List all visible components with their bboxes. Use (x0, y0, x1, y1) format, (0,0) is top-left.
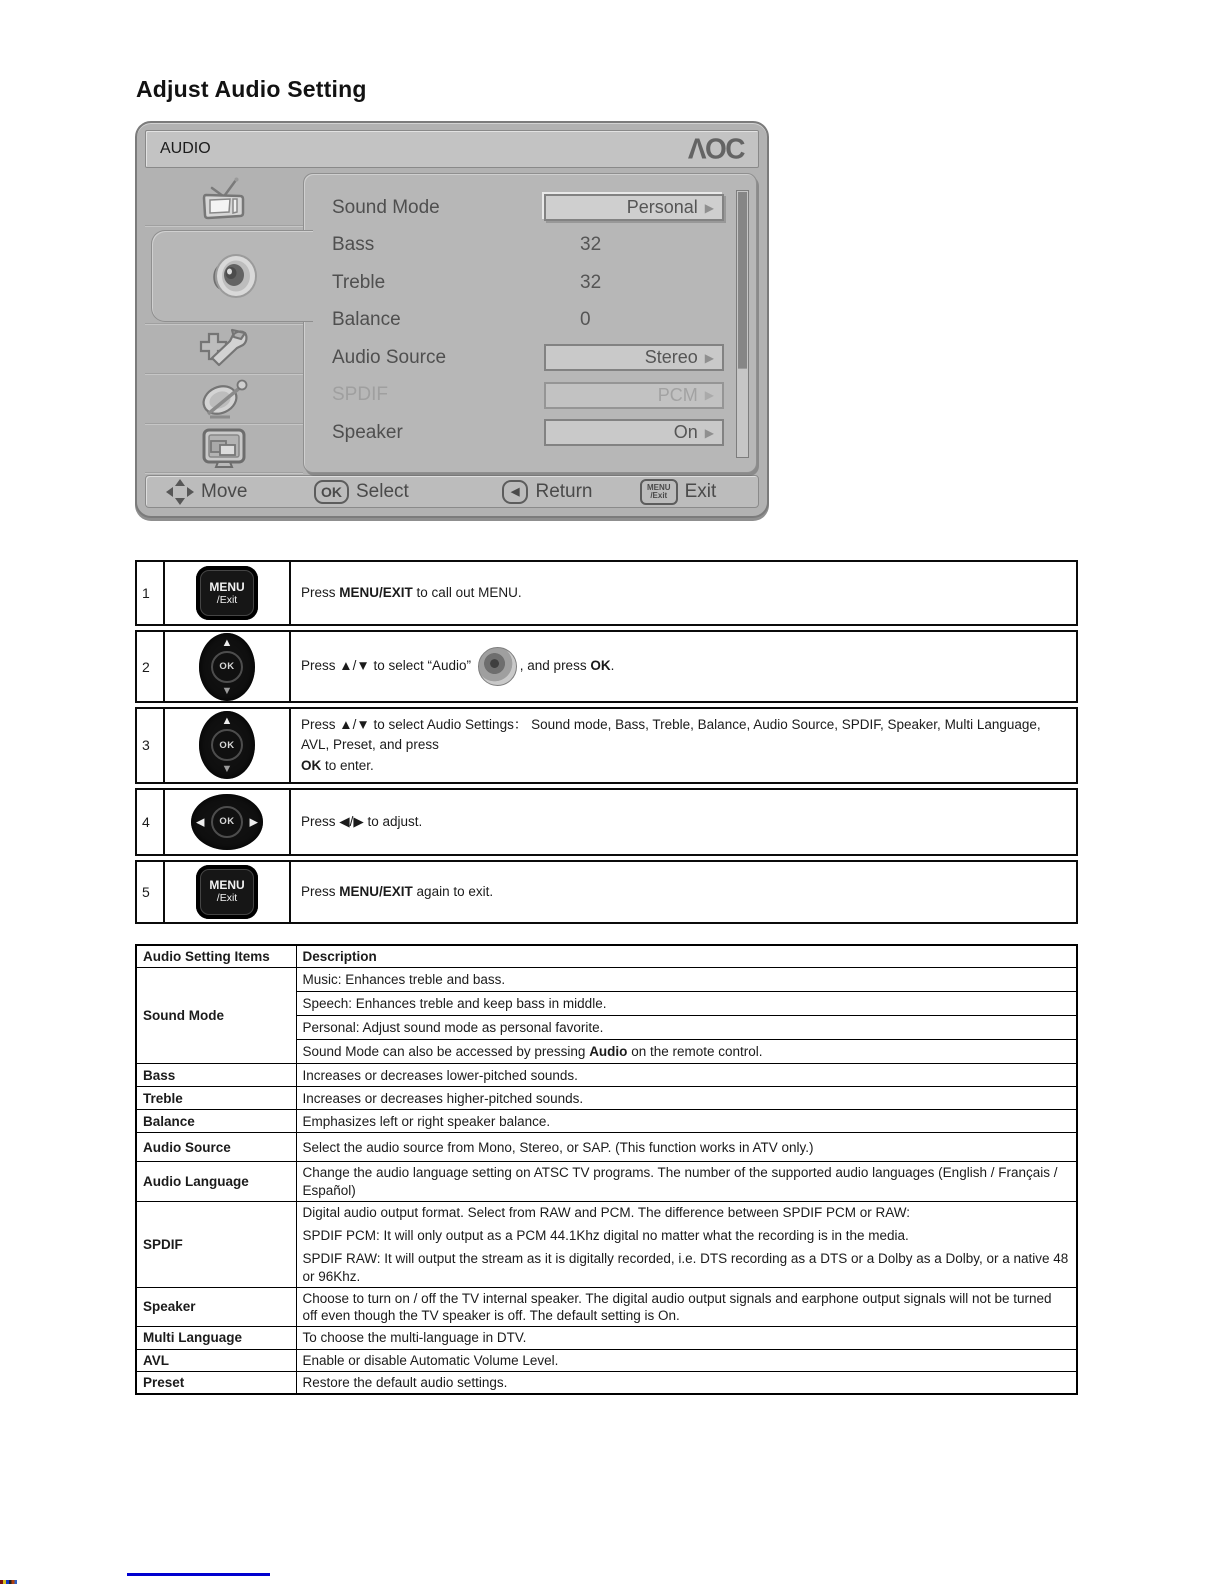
setting-description (296, 1162, 1077, 1202)
description-paragraph (303, 1352, 1071, 1369)
osd-row-label: Bass (332, 234, 375, 256)
setting-description (296, 1016, 1077, 1040)
setting-description (296, 1201, 1077, 1287)
tv-icon (196, 173, 252, 223)
setting-description (296, 1087, 1077, 1110)
step-number: 4 (137, 790, 165, 854)
text-segment: Press (301, 584, 340, 600)
step-description (291, 862, 1076, 922)
osd-content-panel (303, 173, 757, 473)
description-paragraph (303, 1019, 1071, 1036)
step-button-cell (165, 562, 291, 624)
speaker-inline-icon (478, 647, 517, 686)
text-segment: To choose the multi-language in DTV. (302, 1330, 527, 1346)
osd-row-value: 32 (580, 271, 602, 293)
step-row (135, 860, 1078, 924)
settings-header-description: Description (296, 945, 1077, 968)
footer-hint-return (502, 476, 593, 507)
setting-item: SPDIF (136, 1201, 296, 1287)
tri-left-icon (166, 487, 173, 497)
aoc-logo: ΛOC (687, 132, 744, 165)
step-description (291, 790, 1076, 854)
settings-header-items: Audio Setting Items (136, 945, 296, 968)
right-arrow-icon: ▶ (704, 425, 714, 440)
move-pad-icon (166, 479, 194, 505)
osd-tab-speaker (151, 230, 313, 322)
tools-icon (196, 324, 252, 374)
text-segment: OK (301, 757, 322, 773)
step-description (291, 632, 1076, 701)
setting-item: Audio Source (136, 1133, 296, 1162)
text-segment: Press ▲/▼ to select Audio Settings： Sound mode, Bass, Treble, Balance, Audio Source, SPDIF, Speaker, Multi Language, AVL, Preset, and press (301, 717, 1044, 753)
description-paragraph (303, 1067, 1071, 1084)
description-paragraph (303, 995, 1071, 1012)
osd-tab-tools (145, 325, 303, 373)
osd-tab-tv (145, 173, 303, 223)
text-segment: Restore the default audio settings. (302, 1374, 508, 1390)
step-button-cell (165, 632, 291, 701)
setting-description (296, 1133, 1077, 1162)
text-segment: Music: Enhances treble and bass. (302, 972, 506, 988)
osd-rows (304, 189, 730, 452)
right-arrow-icon: ▶ (704, 200, 714, 215)
setting-item: AVL (136, 1349, 296, 1371)
osd-menu (135, 121, 769, 518)
osd-row (304, 302, 730, 340)
text-segment: MENU/EXIT (339, 883, 413, 899)
osd-row (304, 377, 730, 415)
text-segment: on the remote control. (627, 1044, 763, 1060)
footer-hint-move (166, 476, 247, 507)
setting-description (296, 1349, 1077, 1371)
osd-row (304, 189, 730, 227)
text-segment: OK (590, 658, 611, 674)
setting-item: Speaker (136, 1287, 296, 1327)
speaker-icon (204, 247, 262, 305)
step-button-cell (165, 709, 291, 782)
tri-up-icon (175, 479, 185, 486)
description-paragraph (303, 1090, 1071, 1107)
footer-hint-label: Move (201, 480, 248, 502)
description-paragraph (303, 1164, 1071, 1199)
ok-label: OK (211, 729, 243, 761)
tri-right-icon (187, 487, 194, 497)
step-number: 1 (137, 562, 165, 624)
step-number: 5 (137, 862, 165, 922)
ok-leftright-button-icon (191, 794, 263, 850)
text-segment: . (610, 658, 615, 674)
sidebar-divider (145, 225, 303, 227)
hyperlink-underline (127, 1573, 270, 1576)
menu-exit-button-icon (196, 865, 258, 919)
osd-row-label: Balance (332, 309, 401, 331)
text-segment: Audio (589, 1044, 628, 1060)
text-segment: again to exit. (412, 883, 494, 899)
up-arrow-icon: ▲ (221, 636, 233, 649)
setting-item: Audio Language (136, 1162, 296, 1202)
setting-item: Preset (136, 1371, 296, 1394)
description-paragraph (303, 971, 1071, 988)
step-number: 2 (137, 632, 165, 701)
tri-down-icon (175, 498, 185, 505)
step-row (135, 630, 1078, 703)
text-segment: Sound Mode can also be accessed by pressing (302, 1044, 590, 1060)
ok-updown-button-icon (199, 633, 255, 701)
description-paragraph (303, 1113, 1071, 1130)
osd-row-label: Treble (332, 271, 386, 293)
step-button-cell (165, 862, 291, 922)
step-row (135, 707, 1078, 784)
right-arrow-icon: ▶ (704, 350, 714, 365)
footer-hint-exit (640, 476, 716, 507)
setting-description (296, 1371, 1077, 1394)
text-segment: , and press (519, 658, 591, 674)
text-segment: Choose to turn on / off the TV internal speaker. The digital audio output signals and earphone output signals will not be turned off even though the TV speaker is off. The default setting is On. (302, 1290, 1052, 1324)
text-segment: to enter. (321, 757, 374, 773)
osd-row-value: 32 (580, 234, 602, 256)
down-arrow-icon: ▼ (221, 684, 233, 697)
osd-row-value: Stereo (644, 347, 698, 368)
description-paragraph (303, 1204, 1071, 1221)
footer-hint-select (314, 476, 409, 507)
osd-sidebar (145, 173, 303, 473)
osd-tab-display (145, 425, 303, 473)
footer-hint-label: Select (356, 480, 409, 502)
footer-hint-label: Exit (684, 480, 717, 502)
right-arrow-icon: ▶ (704, 388, 714, 403)
display-icon (196, 424, 252, 474)
osd-row-value-box (544, 344, 724, 371)
text-segment: Emphasizes left or right speaker balance. (302, 1113, 551, 1129)
setting-item: Balance (136, 1110, 296, 1133)
setting-item: Multi Language (136, 1327, 296, 1349)
description-paragraph (303, 1139, 1071, 1156)
osd-tab-satellite (145, 375, 303, 423)
left-arrow-icon: ◀ (196, 816, 205, 829)
osd-row-value-box (544, 419, 724, 446)
text-segment: to call out MENU. (412, 584, 522, 600)
menu-exit-key-icon (640, 479, 678, 505)
setting-description (296, 1040, 1077, 1064)
right-arrow-icon: ▶ (249, 816, 258, 829)
text-segment: Change the audio language setting on ATSC TV programs. The number of the supported audio languages (English / Français / Español) (302, 1165, 1058, 1198)
page-title: Adjust Audio Setting (136, 76, 367, 102)
step-description (291, 562, 1076, 624)
setting-description (296, 968, 1077, 992)
description-paragraph (303, 1290, 1071, 1325)
text-segment: MENU/EXIT (339, 584, 413, 600)
satellite-icon (196, 374, 252, 424)
osd-row-value: On (673, 422, 698, 443)
scan-artifact (0, 1580, 17, 1584)
step-row (135, 788, 1078, 856)
ok-updown-button-icon (199, 711, 255, 779)
osd-row-label: SPDIF (332, 384, 388, 406)
setting-item: Treble (136, 1087, 296, 1110)
menu-button-label: /Exit (216, 593, 238, 606)
osd-row (304, 264, 730, 302)
back-key-icon: ◀ (502, 480, 528, 504)
text-segment: SPDIF RAW: It will output the stream as it is digitally recorded, i.e. DTS recording as a DTS or a Dolby as a Dolby, or a native 48 or 96Khz. (302, 1251, 1069, 1284)
step-number: 3 (137, 709, 165, 782)
text-segment: Speech: Enhances treble and keep bass in middle. (302, 996, 607, 1012)
osd-row-label: Audio Source (332, 346, 447, 368)
text-segment: Increases or decreases higher-pitched sounds. (302, 1090, 584, 1106)
osd-row-value: PCM (657, 384, 698, 405)
osd-scrollbar (736, 190, 749, 458)
osd-row (304, 339, 730, 377)
setting-item: Bass (136, 1064, 296, 1087)
text-segment: Press ▲/▼ to select “Audio” (301, 658, 475, 674)
description-paragraph (303, 1043, 1071, 1060)
steps-table (135, 560, 1078, 924)
setting-description (296, 992, 1077, 1016)
ok-label: OK (211, 806, 243, 838)
osd-row (304, 227, 730, 265)
ok-key-icon: OK (314, 480, 349, 504)
menu-button-label: MENU (209, 878, 245, 893)
text-segment: Increases or decreases lower-pitched sounds. (302, 1067, 578, 1083)
description-paragraph (303, 1250, 1071, 1285)
step-button-cell (165, 790, 291, 854)
key-label: /Exit (650, 490, 668, 500)
osd-title: AUDIO (160, 140, 211, 157)
description-paragraph (303, 1227, 1071, 1244)
down-arrow-icon: ▼ (221, 763, 233, 776)
text-segment: Press ◀/▶ to adjust. (301, 813, 423, 829)
settings-table (135, 944, 1078, 1395)
osd-footer-hints (145, 475, 759, 508)
menu-button-label: /Exit (216, 892, 238, 905)
osd-row-value-box (544, 382, 724, 409)
menu-exit-button-icon (196, 566, 258, 620)
setting-description (296, 1327, 1077, 1349)
key-label: MENU (647, 482, 671, 492)
osd-row-label: Sound Mode (332, 196, 440, 218)
osd-row-value: 0 (580, 309, 591, 331)
footer-hint-label: Return (535, 480, 593, 502)
menu-button-label: MENU (209, 579, 245, 594)
text-segment: Digital audio output format. Select from RAW and PCM. The difference between SPDIF PCM or RAW: (302, 1204, 910, 1220)
osd-row-label: Speaker (332, 421, 403, 443)
text-segment: Enable or disable Automatic Volume Level. (302, 1352, 559, 1368)
osd-titlebar (145, 130, 759, 168)
osd-row-value-box (544, 194, 724, 221)
text-segment: Press (301, 883, 340, 899)
osd-row-value: Personal (626, 197, 698, 218)
text-segment: Select the audio source from Mono, Stereo, or SAP. (This function works in ATV only.) (302, 1139, 814, 1155)
step-description (291, 709, 1076, 782)
step-row (135, 560, 1078, 626)
text-segment: Personal: Adjust sound mode as personal favorite. (302, 1020, 604, 1036)
setting-description (296, 1287, 1077, 1327)
description-paragraph (303, 1329, 1071, 1346)
setting-description (296, 1110, 1077, 1133)
up-arrow-icon: ▲ (221, 715, 233, 728)
text-segment: SPDIF PCM: It will only output as a PCM 44.1Khz digital no matter what the recording is in the media. (302, 1228, 909, 1244)
setting-item: Sound Mode (136, 968, 296, 1064)
osd-row (304, 414, 730, 452)
osd-scrollbar-thumb (738, 192, 747, 369)
description-paragraph (303, 1374, 1071, 1391)
setting-description (296, 1064, 1077, 1087)
ok-label: OK (211, 651, 243, 683)
